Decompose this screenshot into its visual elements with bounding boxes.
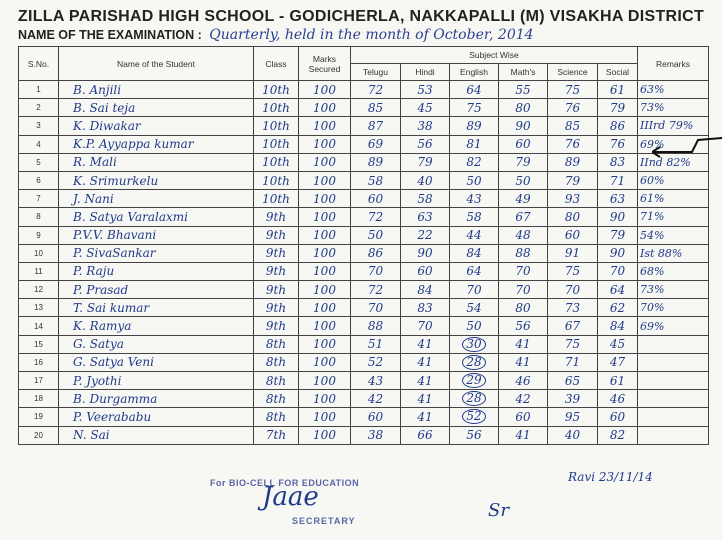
- subject-mark: 90: [499, 117, 548, 135]
- remark: 61%: [638, 190, 709, 208]
- serial-number: 20: [19, 426, 59, 444]
- serial-number: 4: [19, 135, 59, 153]
- max-marks: 100: [299, 262, 351, 280]
- student-name: P. Prasad: [59, 281, 254, 299]
- subject-mark: 41: [401, 408, 450, 426]
- subject-mark: 42: [351, 390, 401, 408]
- student-name: B. Durgamma: [59, 390, 254, 408]
- table-row: [19, 426, 709, 444]
- max-marks: 100: [299, 372, 351, 390]
- subject-mark: 41: [499, 353, 548, 371]
- subject-mark: 44: [450, 226, 499, 244]
- student-name: K.P. Ayyappa kumar: [59, 135, 254, 153]
- table-row: [19, 117, 709, 135]
- serial-number: 16: [19, 353, 59, 371]
- student-name: P.V.V. Bhavani: [59, 226, 254, 244]
- subject-mark: 83: [598, 153, 638, 171]
- serial-number: 17: [19, 372, 59, 390]
- arrow-annotation: [652, 136, 722, 166]
- subject-mark: 84: [401, 281, 450, 299]
- school-title: ZILLA PARISHAD HIGH SCHOOL - GODICHERLA, NAKKAPALLI (M) VISAKHA DISTRICT: [17, 8, 705, 25]
- subject-mark: 58: [351, 171, 401, 189]
- remark: [638, 335, 709, 353]
- student-name: P. Veerababu: [59, 408, 254, 426]
- max-marks: 100: [299, 335, 351, 353]
- student-name: J. Nani: [59, 190, 254, 208]
- subject-header: English: [450, 64, 499, 81]
- subject-mark: 22: [401, 226, 450, 244]
- subject-mark: 88: [499, 244, 548, 262]
- subject-mark: 89: [450, 117, 499, 135]
- marks-table: [18, 46, 709, 445]
- serial-number: 19: [19, 408, 59, 426]
- subject-header: Math's: [499, 64, 548, 81]
- student-class: 9th: [254, 262, 299, 280]
- subject-mark: 48: [499, 226, 548, 244]
- exam-label: NAME OF THE EXAMINATION :: [18, 28, 202, 42]
- student-class: 10th: [254, 135, 299, 153]
- subject-mark: 64: [450, 262, 499, 280]
- subject-mark: 56: [450, 426, 499, 444]
- subject-mark: 88: [351, 317, 401, 335]
- student-class: 8th: [254, 372, 299, 390]
- remark: 73%: [638, 281, 709, 299]
- max-marks: 100: [299, 426, 351, 444]
- circled-mark: 28: [462, 391, 485, 406]
- subject-header: Telugu: [351, 64, 401, 81]
- serial-number: 1: [19, 81, 59, 99]
- subject-header: Science: [548, 64, 598, 81]
- max-marks: 100: [299, 408, 351, 426]
- subject-mark: 46: [598, 390, 638, 408]
- remark: 68%: [638, 262, 709, 280]
- max-marks: 100: [299, 135, 351, 153]
- subject-mark: 41: [401, 353, 450, 371]
- table-row: [19, 81, 709, 99]
- subject-mark: 50: [499, 171, 548, 189]
- max-marks: 100: [299, 244, 351, 262]
- student-name: P. Jyothi: [59, 372, 254, 390]
- subject-mark: 66: [401, 426, 450, 444]
- student-class: 9th: [254, 208, 299, 226]
- subject-mark: 43: [450, 190, 499, 208]
- col-header-class: Class: [254, 47, 299, 81]
- subject-mark: 65: [548, 372, 598, 390]
- remark: 60%: [638, 171, 709, 189]
- remark: [638, 390, 709, 408]
- subject-mark: 80: [499, 99, 548, 117]
- subject-mark: 69: [351, 135, 401, 153]
- subject-mark: 80: [548, 208, 598, 226]
- student-class: 10th: [254, 81, 299, 99]
- subject-mark: 60: [351, 190, 401, 208]
- footer: [0, 468, 722, 540]
- max-marks: 100: [299, 281, 351, 299]
- table-row: [19, 153, 709, 171]
- serial-number: 10: [19, 244, 59, 262]
- max-marks: 100: [299, 99, 351, 117]
- student-class: 7th: [254, 426, 299, 444]
- subject-mark: 85: [351, 99, 401, 117]
- student-rows: [19, 81, 709, 445]
- remark: 69%: [638, 135, 709, 153]
- table-row: [19, 99, 709, 117]
- subject-mark: 60: [401, 262, 450, 280]
- exam-name-line: [18, 27, 718, 43]
- table-row: [19, 190, 709, 208]
- subject-mark: 72: [351, 208, 401, 226]
- subject-mark: 60: [499, 408, 548, 426]
- remark: [638, 353, 709, 371]
- table-row: [19, 226, 709, 244]
- subject-mark: 56: [401, 135, 450, 153]
- max-marks: 100: [299, 299, 351, 317]
- max-marks: 100: [299, 190, 351, 208]
- serial-number: 2: [19, 99, 59, 117]
- serial-number: 7: [19, 190, 59, 208]
- subject-mark: 75: [548, 81, 598, 99]
- student-name: K. Diwakar: [59, 117, 254, 135]
- subject-mark: [450, 353, 499, 371]
- subject-mark: [450, 390, 499, 408]
- table-row: [19, 299, 709, 317]
- subject-mark: 80: [499, 299, 548, 317]
- subject-mark: 60: [598, 408, 638, 426]
- subject-mark: 72: [351, 281, 401, 299]
- subject-mark: 79: [598, 226, 638, 244]
- subject-mark: 79: [499, 153, 548, 171]
- student-class: 9th: [254, 317, 299, 335]
- subject-mark: 86: [351, 244, 401, 262]
- subject-mark: 70: [450, 281, 499, 299]
- max-marks: 100: [299, 208, 351, 226]
- table-row: [19, 171, 709, 189]
- subject-mark: 67: [499, 208, 548, 226]
- subject-mark: 70: [351, 299, 401, 317]
- subject-mark: 58: [401, 190, 450, 208]
- subject-mark: 70: [499, 262, 548, 280]
- subject-mark: 76: [548, 99, 598, 117]
- student-class: 10th: [254, 117, 299, 135]
- subject-mark: 93: [548, 190, 598, 208]
- subject-mark: 45: [401, 99, 450, 117]
- student-class: 10th: [254, 190, 299, 208]
- serial-number: 8: [19, 208, 59, 226]
- subject-mark: 38: [351, 426, 401, 444]
- student-name: B. Satya Varalaxmi: [59, 208, 254, 226]
- subject-mark: 54: [450, 299, 499, 317]
- student-name: G. Satya: [59, 335, 254, 353]
- table-row: [19, 390, 709, 408]
- subject-mark: 58: [450, 208, 499, 226]
- student-class: 8th: [254, 390, 299, 408]
- subject-mark: 41: [499, 426, 548, 444]
- table-row: [19, 135, 709, 153]
- table-row: [19, 353, 709, 371]
- serial-number: 13: [19, 299, 59, 317]
- remark: [638, 426, 709, 444]
- subject-mark: 70: [499, 281, 548, 299]
- subject-mark: 84: [598, 317, 638, 335]
- subject-mark: 90: [401, 244, 450, 262]
- subject-mark: 95: [548, 408, 598, 426]
- serial-number: 6: [19, 171, 59, 189]
- student-name: B. Anjili: [59, 81, 254, 99]
- subject-mark: 60: [499, 135, 548, 153]
- subject-mark: 41: [499, 335, 548, 353]
- student-name: P. Raju: [59, 262, 254, 280]
- subject-mark: 52: [351, 353, 401, 371]
- table-row: [19, 408, 709, 426]
- serial-number: 14: [19, 317, 59, 335]
- student-name: B. Sai teja: [59, 99, 254, 117]
- subject-mark: 55: [499, 81, 548, 99]
- subject-mark: 60: [548, 226, 598, 244]
- student-name: N. Sai: [59, 426, 254, 444]
- remark: 54%: [638, 226, 709, 244]
- signature-right: Ravi 23/11/14: [568, 470, 653, 484]
- subject-mark: 63: [598, 190, 638, 208]
- subject-mark: 71: [548, 353, 598, 371]
- student-name: T. Sai kumar: [59, 299, 254, 317]
- subject-mark: 90: [598, 244, 638, 262]
- subject-mark: 71: [598, 171, 638, 189]
- student-name: K. Ramya: [59, 317, 254, 335]
- subject-mark: 62: [598, 299, 638, 317]
- subject-mark: 41: [401, 390, 450, 408]
- student-name: P. SivaSankar: [59, 244, 254, 262]
- subject-mark: 67: [548, 317, 598, 335]
- subject-mark: 79: [598, 99, 638, 117]
- max-marks: 100: [299, 81, 351, 99]
- subject-mark: [450, 372, 499, 390]
- subject-mark: 41: [401, 372, 450, 390]
- subject-mark: 79: [401, 153, 450, 171]
- subject-mark: 85: [548, 117, 598, 135]
- subject-mark: 76: [548, 135, 598, 153]
- subject-mark: 49: [499, 190, 548, 208]
- subject-mark: 50: [450, 317, 499, 335]
- table-row: [19, 317, 709, 335]
- subject-mark: 70: [598, 262, 638, 280]
- col-header-remarks: Remarks: [638, 47, 709, 81]
- serial-number: 12: [19, 281, 59, 299]
- student-class: 9th: [254, 244, 299, 262]
- secretary-stamp-text: SECRETARY: [292, 516, 356, 526]
- subject-header: Social: [598, 64, 638, 81]
- subject-mark: 83: [401, 299, 450, 317]
- subject-mark: 79: [548, 171, 598, 189]
- signature-secretary: Jaae: [262, 482, 319, 512]
- subject-mark: 56: [499, 317, 548, 335]
- student-name: G. Satya Veni: [59, 353, 254, 371]
- serial-number: 3: [19, 117, 59, 135]
- subject-mark: 86: [598, 117, 638, 135]
- subject-mark: 81: [450, 135, 499, 153]
- student-class: 10th: [254, 171, 299, 189]
- max-marks: 100: [299, 226, 351, 244]
- table-row: [19, 244, 709, 262]
- max-marks: 100: [299, 353, 351, 371]
- remark: IIIrd 79%: [638, 117, 709, 135]
- subject-mark: 42: [499, 390, 548, 408]
- subject-mark: 41: [401, 335, 450, 353]
- max-marks: 100: [299, 117, 351, 135]
- remark: [638, 408, 709, 426]
- circled-mark: 52: [462, 409, 485, 424]
- student-name: R. Mali: [59, 153, 254, 171]
- col-header-name: Name of the Student: [59, 47, 254, 81]
- subject-mark: 91: [548, 244, 598, 262]
- max-marks: 100: [299, 317, 351, 335]
- table-row: [19, 281, 709, 299]
- subject-mark: 61: [598, 372, 638, 390]
- remark: 69%: [638, 317, 709, 335]
- subject-mark: 75: [548, 262, 598, 280]
- serial-number: 15: [19, 335, 59, 353]
- serial-number: 18: [19, 390, 59, 408]
- subject-mark: 46: [499, 372, 548, 390]
- subject-mark: 76: [598, 135, 638, 153]
- subject-mark: 90: [598, 208, 638, 226]
- subject-mark: 40: [401, 171, 450, 189]
- student-class: 10th: [254, 99, 299, 117]
- student-class: 8th: [254, 335, 299, 353]
- table-row: [19, 335, 709, 353]
- subject-mark: 63: [401, 208, 450, 226]
- board-stamp-text: For BIO-CELL FOR EDUCATION: [210, 478, 360, 488]
- table-row: [19, 208, 709, 226]
- max-marks: 100: [299, 390, 351, 408]
- remark: IInd 82%: [638, 153, 709, 171]
- subject-mark: 87: [351, 117, 401, 135]
- serial-number: 5: [19, 153, 59, 171]
- subject-mark: 38: [401, 117, 450, 135]
- student-class: 9th: [254, 281, 299, 299]
- subject-mark: [450, 335, 499, 353]
- subject-mark: 39: [548, 390, 598, 408]
- subject-mark: 70: [401, 317, 450, 335]
- subject-mark: 70: [351, 262, 401, 280]
- circled-mark: 30: [462, 337, 485, 352]
- remark: 70%: [638, 299, 709, 317]
- serial-number: 11: [19, 262, 59, 280]
- remark: 71%: [638, 208, 709, 226]
- subject-mark: 72: [351, 81, 401, 99]
- table-row: [19, 262, 709, 280]
- remark: Ist 88%: [638, 244, 709, 262]
- subject-mark: 70: [548, 281, 598, 299]
- col-header-sno: S.No.: [19, 47, 59, 81]
- subject-mark: 50: [351, 226, 401, 244]
- subject-mark: 61: [598, 81, 638, 99]
- subject-mark: 50: [450, 171, 499, 189]
- subject-mark: 82: [598, 426, 638, 444]
- subject-mark: 89: [351, 153, 401, 171]
- student-class: 8th: [254, 353, 299, 371]
- subject-mark: 75: [548, 335, 598, 353]
- max-marks: 100: [299, 153, 351, 171]
- col-header-marks: Marks Secured: [299, 47, 351, 81]
- student-class: 9th: [254, 226, 299, 244]
- subject-mark: 45: [598, 335, 638, 353]
- student-class: 8th: [254, 408, 299, 426]
- circled-mark: 28: [462, 355, 485, 370]
- student-class: 9th: [254, 299, 299, 317]
- subject-mark: 64: [450, 81, 499, 99]
- subject-mark: 89: [548, 153, 598, 171]
- signature-middle: Sr: [488, 500, 509, 521]
- subject-mark: 73: [548, 299, 598, 317]
- remark: 73%: [638, 99, 709, 117]
- subject-mark: [450, 408, 499, 426]
- subject-header: Hindi: [401, 64, 450, 81]
- circled-mark: 29: [462, 373, 485, 388]
- subject-mark: 82: [450, 153, 499, 171]
- subject-mark: 75: [450, 99, 499, 117]
- student-class: 10th: [254, 153, 299, 171]
- serial-number: 9: [19, 226, 59, 244]
- subject-mark: 64: [598, 281, 638, 299]
- subject-mark: 40: [548, 426, 598, 444]
- exam-name-value: Quarterly, held in the month of October, 2014: [209, 27, 534, 43]
- table-row: [19, 372, 709, 390]
- subject-mark: 84: [450, 244, 499, 262]
- subject-mark: 60: [351, 408, 401, 426]
- subject-mark: 51: [351, 335, 401, 353]
- student-name: K. Srimurkelu: [59, 171, 254, 189]
- subject-mark: 53: [401, 81, 450, 99]
- subject-mark: 43: [351, 372, 401, 390]
- remark: 63%: [638, 81, 709, 99]
- col-header-subject-wise: Subject Wise: [351, 47, 638, 64]
- max-marks: 100: [299, 171, 351, 189]
- subject-mark: 47: [598, 353, 638, 371]
- remark: [638, 372, 709, 390]
